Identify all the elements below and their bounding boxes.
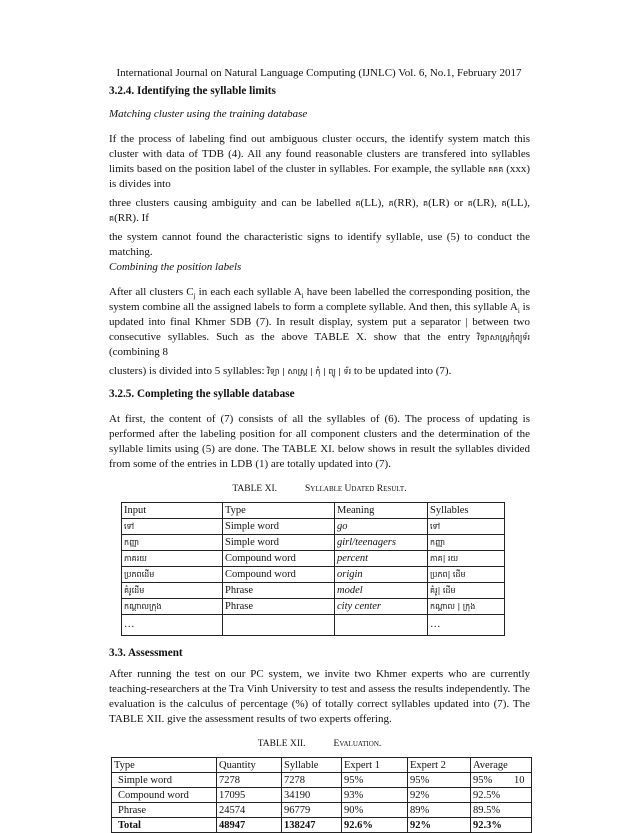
khmer-entry: វិទ្យាសាស្ត្រកុំព្យូទ័រ <box>477 333 530 342</box>
meaning-cell: percent <box>335 551 428 567</box>
paragraph-syllables <box>109 364 530 379</box>
label-text: (RR). If <box>114 212 149 224</box>
khmer-text: គ <box>422 199 429 208</box>
expert2-cell: 95% <box>408 773 471 788</box>
syllables-cell: ប្រភព| ដើម <box>428 567 505 583</box>
syllables-cell: កណ្តាល | ក្រុង <box>428 599 505 615</box>
header-cell: Average <box>471 758 532 773</box>
table-row <box>122 583 505 599</box>
khmer-text: គគគ <box>488 165 504 174</box>
meaning-cell: girl/teenagers <box>335 535 428 551</box>
khmer-text: គ <box>388 199 394 208</box>
running-header: International Journal on Natural Language Computing (IJNLC) Vol. 6, No.1, February 2017 <box>116 67 522 79</box>
syllable-cell: 34190 <box>282 788 342 803</box>
header-cell: Meaning <box>335 503 428 519</box>
syllables-cell: កញ្ញា <box>428 535 505 551</box>
header-cell: Expert 1 <box>342 758 408 773</box>
khmer-split: វិទ្យា | សាស្ត្រ | កុំ | ព្យូ | ទ័រ <box>267 367 352 376</box>
table-row <box>112 788 532 803</box>
input-cell: កណ្តាលក្រុង <box>122 599 223 615</box>
type-cell: Simple word <box>223 519 335 535</box>
section-3-3-title: 3.3. Assessment <box>109 647 183 659</box>
quantity-cell: 17095 <box>217 788 282 803</box>
quantity-cell: 48947 <box>217 818 282 833</box>
type-cell: Phrase <box>223 583 335 599</box>
type-cell: Phrase <box>223 599 335 615</box>
khmer-text: គ <box>109 214 115 223</box>
khmer-text: គ <box>501 199 507 208</box>
table-11-caption <box>109 483 530 496</box>
label-text: (LR) or <box>428 197 464 209</box>
syllables-cell: ភាគ| រយ <box>428 551 505 567</box>
expert2-cell: 89% <box>408 803 471 818</box>
type-cell: Total <box>112 818 217 833</box>
section-3-2-5-title: 3.2.5. Completing the syllable database <box>109 388 295 400</box>
p-text: clusters) is divided into 5 syllables: <box>109 365 265 377</box>
table-syllable-result <box>121 502 505 636</box>
p-text: After all clusters C <box>109 286 194 298</box>
syllables-cell: គំរូ| ដើម <box>428 583 505 599</box>
label-text: (RR), <box>393 197 419 209</box>
label-text: (LL), <box>506 197 531 209</box>
caption-label: TABLE XII. <box>257 739 306 749</box>
subscript-i: i <box>517 307 520 316</box>
table-total-row <box>112 818 532 833</box>
input-cell: … <box>122 615 223 636</box>
meaning-cell: go <box>335 519 428 535</box>
p-text: three clusters causing ambiguity and can be labelled <box>109 197 351 209</box>
input-cell: គំរូដើម <box>122 583 223 599</box>
p-text: (xxx) is divides into <box>109 163 531 190</box>
subscript-j: j <box>193 292 196 301</box>
type-cell: Compound word <box>223 551 335 567</box>
header-cell: Type <box>112 758 217 773</box>
caption-label: TABLE XI. <box>232 484 278 494</box>
paragraph-identify <box>109 132 530 192</box>
caption-text: Evaluation. <box>333 739 382 749</box>
meaning-cell <box>335 615 428 636</box>
table-row <box>112 773 532 788</box>
table-row <box>122 551 505 567</box>
table-header-row <box>122 503 505 519</box>
average-cell: 92.3% <box>471 818 532 833</box>
section-3-2-4-title: 3.2.4. Identifying the syllable limits <box>109 85 276 97</box>
expert2-cell: 92% <box>408 788 471 803</box>
page-content <box>109 84 530 833</box>
expert2-cell: 92% <box>408 818 471 833</box>
type-cell: Compound word <box>112 788 217 803</box>
input-cell: កញ្ញា <box>122 535 223 551</box>
input-cell: ទៅ <box>122 519 223 535</box>
table-row <box>122 615 505 636</box>
meaning-cell: origin <box>335 567 428 583</box>
syllables-cell: ទៅ <box>428 519 505 535</box>
khmer-text: គ <box>355 199 361 208</box>
subscript-i: i <box>301 292 304 301</box>
type-cell <box>223 615 335 636</box>
average-cell: 89.5% <box>471 803 532 818</box>
p-text: in each each syllable A <box>195 286 302 298</box>
label-text: (LL), <box>360 197 385 209</box>
table-12-caption <box>109 738 530 751</box>
table-evaluation <box>111 757 532 833</box>
label-text: (LR), <box>472 197 497 209</box>
input-cell: ភាគរយ <box>122 551 223 567</box>
expert1-cell: 90% <box>342 803 408 818</box>
type-cell: Simple word <box>223 535 335 551</box>
p-text: to be updated into (7). <box>353 365 452 377</box>
header-cell: Quantity <box>217 758 282 773</box>
average-cell: 92.5% <box>471 788 532 803</box>
paragraph-combining <box>109 285 530 360</box>
quantity-cell: 24574 <box>217 803 282 818</box>
header-cell: Input <box>122 503 223 519</box>
type-cell: Phrase <box>112 803 217 818</box>
subheading-matching-cluster: Matching cluster using the training database <box>109 108 308 120</box>
table-row <box>122 599 505 615</box>
p-text: is updated into final Khmer SDB (7). In result display, system put a separator | between two consecutive syllables. Such as the above TABLE X. show that the entry <box>109 301 530 343</box>
input-cell: ប្រភពដើម <box>122 567 223 583</box>
meaning-cell: model <box>335 583 428 599</box>
header-cell: Syllables <box>428 503 505 519</box>
header-cell: Expert 2 <box>408 758 471 773</box>
p-text: (combining 8 <box>109 346 168 358</box>
syllables-cell: … <box>428 615 505 636</box>
type-cell: Compound word <box>223 567 335 583</box>
paragraph-matching: the system cannot found the characteristic signs to identify syllable, use (5) to conduct the matching. <box>109 231 530 258</box>
syllable-cell: 138247 <box>282 818 342 833</box>
table-header-row <box>112 758 532 773</box>
table-row <box>122 519 505 535</box>
khmer-text: គ <box>467 199 473 208</box>
table-row <box>122 535 505 551</box>
type-cell: Simple word <box>112 773 217 788</box>
average-cell: 95% <box>471 773 532 788</box>
header-cell: Type <box>223 503 335 519</box>
caption-text: Syllable Udated Result. <box>305 484 407 494</box>
paragraph-completing: At first, the content of (7) consists of all the syllables of (6). The process of updating is performed after the labeling position for all component clusters and the determination of the syllable limits using (5) are done. The TABLE XI. below shows in result the syllables divided from some of the entries in LDB (1) are totally updated into (7). <box>109 413 530 470</box>
table-row <box>122 567 505 583</box>
syllable-cell: 96779 <box>282 803 342 818</box>
syllable-cell: 7278 <box>282 773 342 788</box>
header-cell: Syllable <box>282 758 342 773</box>
paragraph-assessment: After running the test on our PC system, we invite two Khmer experts who are currently teaching-researchers at the Tra Vinh University to test and assess the results independently. The evaluation is the calculus of percentage (%) of totally correct syllables updated into (7). The TABLE XII. give the assessment results of two experts offering. <box>109 668 530 725</box>
subheading-combining: Combining the position labels <box>109 261 242 273</box>
p-text: have been labelled the corresponding position, the system combine all the assigned labels to form a complete syllable. And then, this syllable A <box>109 286 530 313</box>
expert1-cell: 95% <box>342 773 408 788</box>
meaning-cell: city center <box>335 599 428 615</box>
expert1-cell: 92.6% <box>342 818 408 833</box>
paragraph-labels <box>109 196 530 226</box>
p-text: If the process of labeling find out ambiguous cluster occurs, the identify system match this cluster with data of TDB (4). All any found reasonable clusters are transfered into syllables limits based on the position label of the cluster in syllables. For example, the syllable <box>109 133 530 175</box>
expert1-cell: 93% <box>342 788 408 803</box>
quantity-cell: 7278 <box>217 773 282 788</box>
page-number: 10 <box>514 775 525 786</box>
table-row <box>112 803 532 818</box>
